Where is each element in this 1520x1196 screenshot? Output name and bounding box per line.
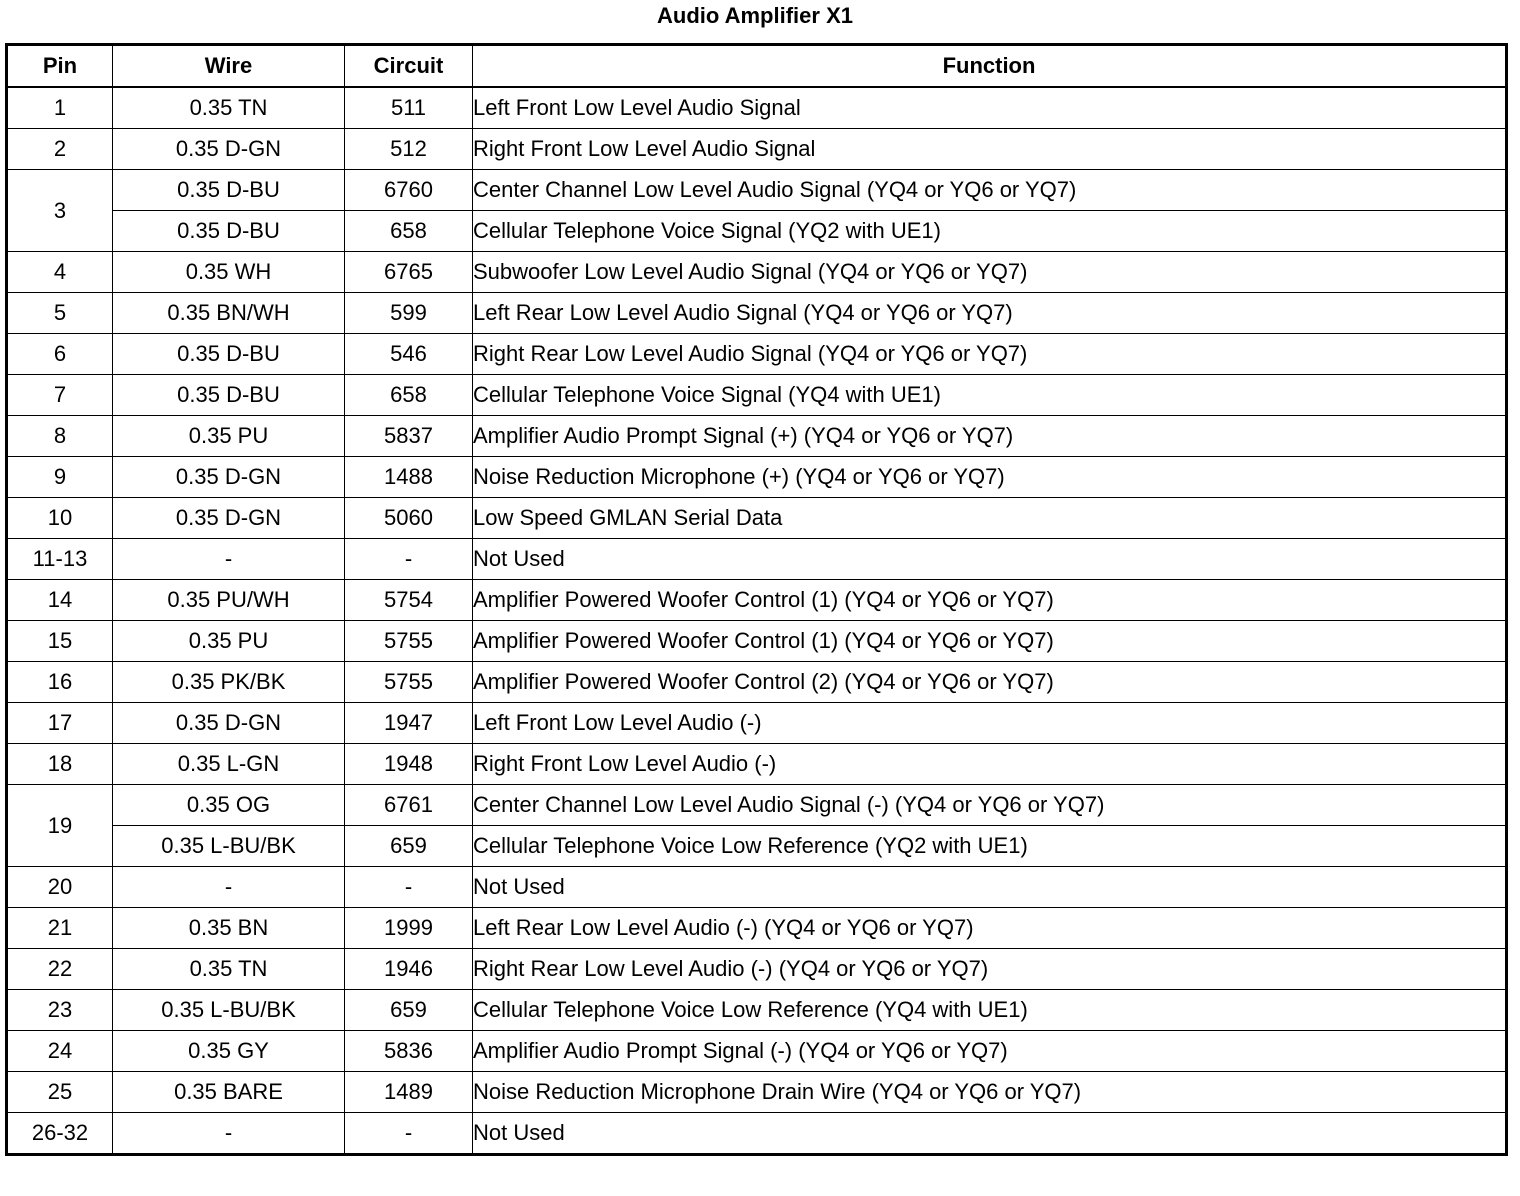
pin-cell: 16 <box>7 662 113 703</box>
wire-cell: 0.35 D-GN <box>113 129 345 170</box>
pin-cell: 20 <box>7 867 113 908</box>
table-row <box>7 211 1507 252</box>
pin-cell: 1 <box>7 87 113 129</box>
circuit-cell: 5755 <box>345 662 473 703</box>
circuit-cell: - <box>345 1113 473 1155</box>
circuit-cell: 5755 <box>345 621 473 662</box>
function-cell: Subwoofer Low Level Audio Signal (YQ4 or YQ6 or YQ7) <box>473 252 1507 293</box>
wire-cell: - <box>113 1113 345 1155</box>
function-cell: Cellular Telephone Voice Low Reference (YQ4 with UE1) <box>473 990 1507 1031</box>
table-row <box>7 252 1507 293</box>
function-cell: Not Used <box>473 867 1507 908</box>
function-cell: Amplifier Audio Prompt Signal (+) (YQ4 or YQ6 or YQ7) <box>473 416 1507 457</box>
pin-cell: 11-13 <box>7 539 113 580</box>
wire-cell: 0.35 PK/BK <box>113 662 345 703</box>
pin-cell: 21 <box>7 908 113 949</box>
pin-cell: 17 <box>7 703 113 744</box>
circuit-cell: 658 <box>345 375 473 416</box>
table-row <box>7 539 1507 580</box>
table-row <box>7 662 1507 703</box>
circuit-cell: 659 <box>345 826 473 867</box>
function-cell: Right Front Low Level Audio Signal <box>473 129 1507 170</box>
pin-cell: 9 <box>7 457 113 498</box>
table-row <box>7 580 1507 621</box>
circuit-cell: 599 <box>345 293 473 334</box>
circuit-cell: 1946 <box>345 949 473 990</box>
circuit-cell: 512 <box>345 129 473 170</box>
pinout-table <box>5 43 1508 1156</box>
pin-cell: 22 <box>7 949 113 990</box>
wire-cell: 0.35 GY <box>113 1031 345 1072</box>
table-row <box>7 867 1507 908</box>
circuit-cell: 5060 <box>345 498 473 539</box>
wire-cell: 0.35 L-BU/BK <box>113 826 345 867</box>
table-row <box>7 1113 1507 1155</box>
wire-cell: 0.35 PU/WH <box>113 580 345 621</box>
circuit-cell: 5836 <box>345 1031 473 1072</box>
table-row <box>7 375 1507 416</box>
pin-cell: 5 <box>7 293 113 334</box>
circuit-cell: 511 <box>345 87 473 129</box>
function-cell: Noise Reduction Microphone Drain Wire (YQ4 or YQ6 or YQ7) <box>473 1072 1507 1113</box>
pin-cell: 25 <box>7 1072 113 1113</box>
function-cell: Center Channel Low Level Audio Signal (-) (YQ4 or YQ6 or YQ7) <box>473 785 1507 826</box>
table-row <box>7 129 1507 170</box>
table-row <box>7 785 1507 826</box>
wire-cell: 0.35 PU <box>113 621 345 662</box>
pin-cell: 14 <box>7 580 113 621</box>
table-row <box>7 908 1507 949</box>
function-cell: Cellular Telephone Voice Signal (YQ4 with UE1) <box>473 375 1507 416</box>
function-cell: Not Used <box>473 1113 1507 1155</box>
circuit-cell: 659 <box>345 990 473 1031</box>
wire-cell: 0.35 L-GN <box>113 744 345 785</box>
function-cell: Not Used <box>473 539 1507 580</box>
circuit-cell: - <box>345 539 473 580</box>
wire-cell: 0.35 D-BU <box>113 334 345 375</box>
table-title: Audio Amplifier X1 <box>657 3 853 28</box>
table-row <box>7 498 1507 539</box>
function-cell: Cellular Telephone Voice Signal (YQ2 with UE1) <box>473 211 1507 252</box>
pin-cell: 26-32 <box>7 1113 113 1155</box>
table-row <box>7 703 1507 744</box>
pin-cell: 23 <box>7 990 113 1031</box>
function-cell: Amplifier Powered Woofer Control (1) (YQ4 or YQ6 or YQ7) <box>473 621 1507 662</box>
function-cell: Amplifier Audio Prompt Signal (-) (YQ4 or YQ6 or YQ7) <box>473 1031 1507 1072</box>
wire-cell: 0.35 BN <box>113 908 345 949</box>
wire-cell: 0.35 PU <box>113 416 345 457</box>
circuit-cell: 6761 <box>345 785 473 826</box>
table-row <box>7 990 1507 1031</box>
pin-cell: 6 <box>7 334 113 375</box>
wire-cell: 0.35 D-GN <box>113 457 345 498</box>
wire-cell: 0.35 D-BU <box>113 375 345 416</box>
table-row <box>7 416 1507 457</box>
circuit-cell: 6765 <box>345 252 473 293</box>
header-circuit: Circuit <box>345 45 473 88</box>
pin-cell: 4 <box>7 252 113 293</box>
wire-cell: 0.35 D-BU <box>113 170 345 211</box>
function-cell: Center Channel Low Level Audio Signal (YQ4 or YQ6 or YQ7) <box>473 170 1507 211</box>
wire-cell: 0.35 D-GN <box>113 498 345 539</box>
table-row <box>7 87 1507 129</box>
function-cell: Amplifier Powered Woofer Control (2) (YQ4 or YQ6 or YQ7) <box>473 662 1507 703</box>
function-cell: Right Rear Low Level Audio (-) (YQ4 or YQ6 or YQ7) <box>473 949 1507 990</box>
wire-cell: 0.35 D-BU <box>113 211 345 252</box>
header-pin: Pin <box>7 45 113 88</box>
pin-cell: 19 <box>7 785 113 867</box>
wire-cell: 0.35 BARE <box>113 1072 345 1113</box>
pin-cell: 3 <box>7 170 113 252</box>
circuit-cell: - <box>345 867 473 908</box>
wire-cell: 0.35 WH <box>113 252 345 293</box>
wire-cell: - <box>113 539 345 580</box>
header-function: Function <box>473 45 1507 88</box>
wire-cell: 0.35 TN <box>113 949 345 990</box>
pin-cell: 10 <box>7 498 113 539</box>
circuit-cell: 1489 <box>345 1072 473 1113</box>
function-cell: Low Speed GMLAN Serial Data <box>473 498 1507 539</box>
circuit-cell: 5754 <box>345 580 473 621</box>
pin-cell: 24 <box>7 1031 113 1072</box>
circuit-cell: 1947 <box>345 703 473 744</box>
table-row <box>7 1031 1507 1072</box>
table-row <box>7 334 1507 375</box>
function-cell: Right Rear Low Level Audio Signal (YQ4 or YQ6 or YQ7) <box>473 334 1507 375</box>
function-cell: Left Front Low Level Audio (-) <box>473 703 1507 744</box>
table-row <box>7 949 1507 990</box>
table-header <box>7 45 1507 88</box>
table-row <box>7 170 1507 211</box>
header-row <box>7 45 1507 88</box>
pin-cell: 15 <box>7 621 113 662</box>
circuit-cell: 546 <box>345 334 473 375</box>
function-cell: Left Rear Low Level Audio (-) (YQ4 or YQ6 or YQ7) <box>473 908 1507 949</box>
circuit-cell: 658 <box>345 211 473 252</box>
function-cell: Cellular Telephone Voice Low Reference (YQ2 with UE1) <box>473 826 1507 867</box>
table-row <box>7 293 1507 334</box>
header-wire: Wire <box>113 45 345 88</box>
wire-cell: 0.35 TN <box>113 87 345 129</box>
function-cell: Noise Reduction Microphone (+) (YQ4 or YQ6 or YQ7) <box>473 457 1507 498</box>
circuit-cell: 1999 <box>345 908 473 949</box>
wire-cell: 0.35 OG <box>113 785 345 826</box>
pin-cell: 7 <box>7 375 113 416</box>
table-row <box>7 457 1507 498</box>
pin-cell: 18 <box>7 744 113 785</box>
function-cell: Amplifier Powered Woofer Control (1) (YQ4 or YQ6 or YQ7) <box>473 580 1507 621</box>
circuit-cell: 1488 <box>345 457 473 498</box>
table-body <box>7 87 1507 1155</box>
pin-cell: 2 <box>7 129 113 170</box>
table-row <box>7 1072 1507 1113</box>
function-cell: Right Front Low Level Audio (-) <box>473 744 1507 785</box>
function-cell: Left Rear Low Level Audio Signal (YQ4 or YQ6 or YQ7) <box>473 293 1507 334</box>
wire-cell: 0.35 BN/WH <box>113 293 345 334</box>
circuit-cell: 6760 <box>345 170 473 211</box>
circuit-cell: 5837 <box>345 416 473 457</box>
circuit-cell: 1948 <box>345 744 473 785</box>
wire-cell: - <box>113 867 345 908</box>
pin-cell: 8 <box>7 416 113 457</box>
function-cell: Left Front Low Level Audio Signal <box>473 87 1507 129</box>
wire-cell: 0.35 D-GN <box>113 703 345 744</box>
table-row <box>7 826 1507 867</box>
wire-cell: 0.35 L-BU/BK <box>113 990 345 1031</box>
table-row <box>7 744 1507 785</box>
table-row <box>7 621 1507 662</box>
